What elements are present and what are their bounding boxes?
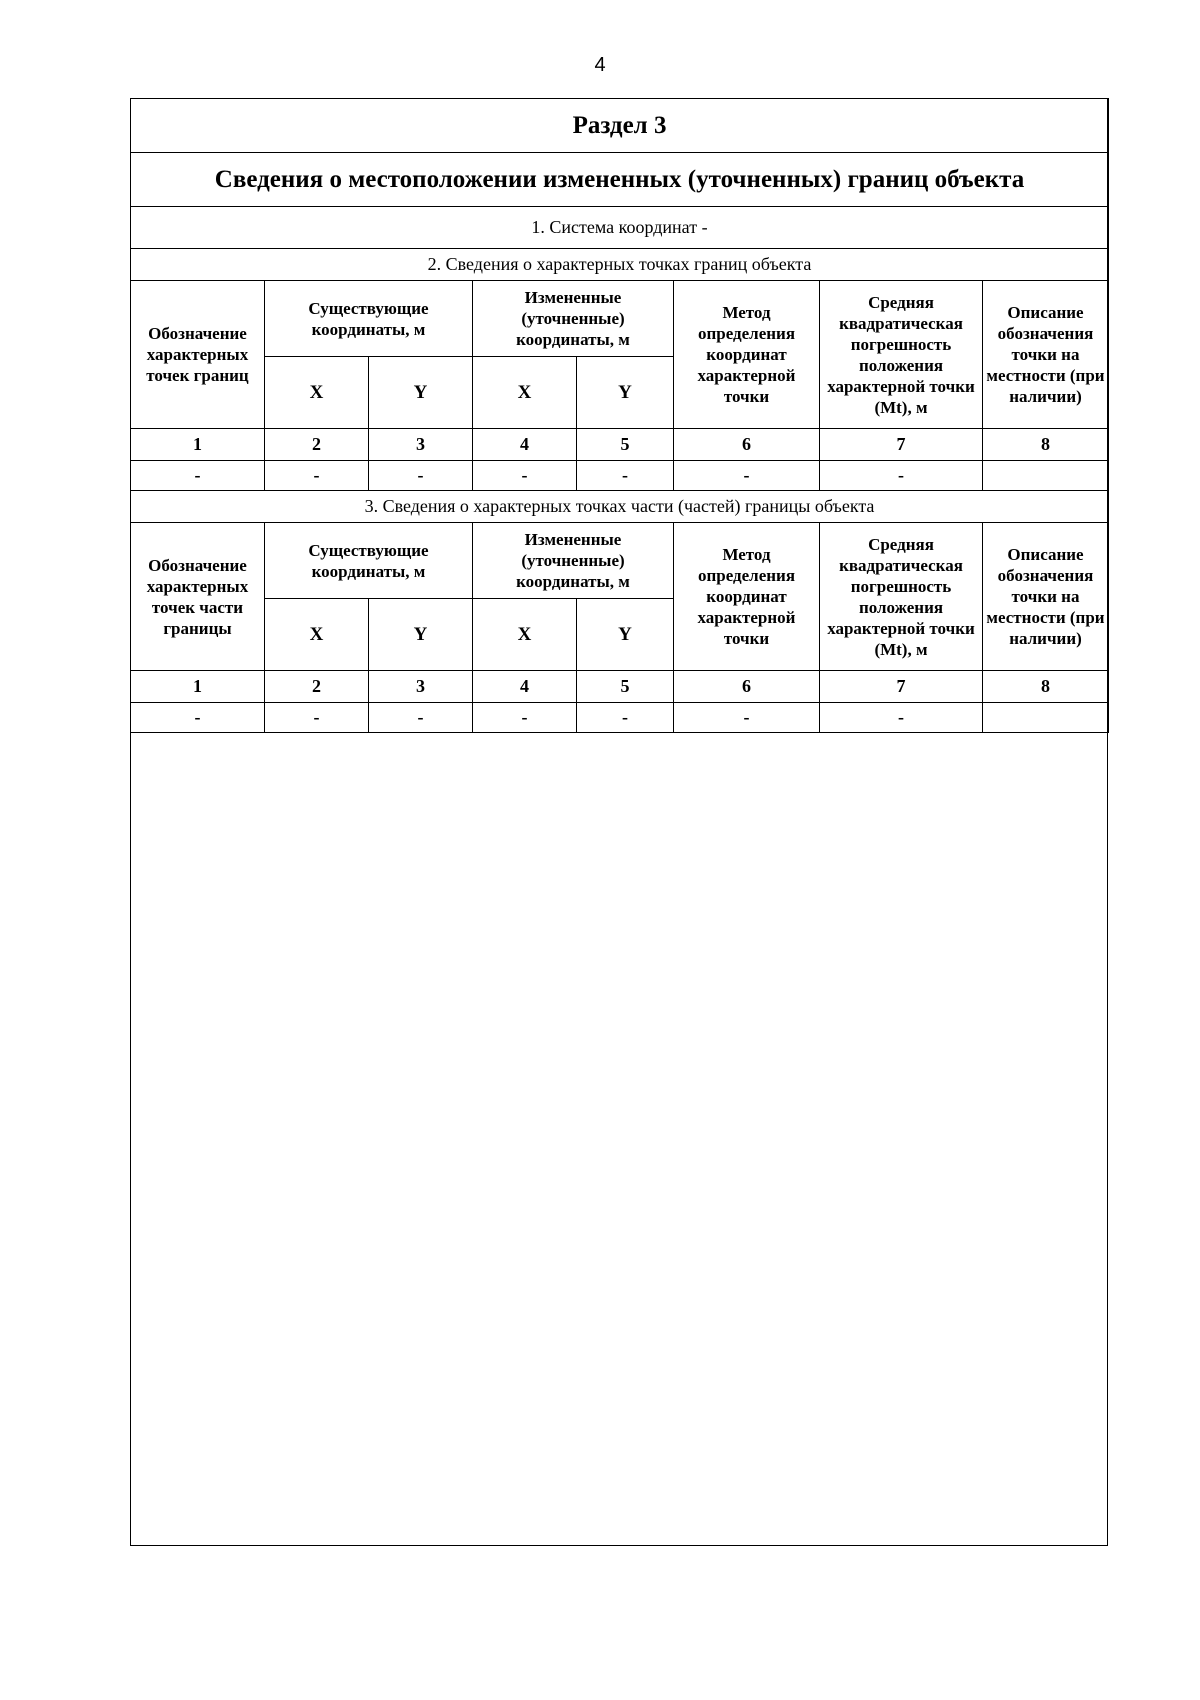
t1-cell: - xyxy=(265,461,369,491)
t1-header-changed-x: X xyxy=(473,357,577,429)
t1-cell: - xyxy=(473,461,577,491)
t2-cell: - xyxy=(820,703,983,733)
t2-colnum: 1 xyxy=(131,671,265,703)
t2-cell: - xyxy=(131,703,265,733)
t1-header-point-designation: Обозначение характерных точек границ xyxy=(131,281,265,429)
t1-header-changed-y: Y xyxy=(577,357,674,429)
coordinate-system: 1. Система координат - xyxy=(131,207,1109,249)
t2-header-point-designation: Обозначение характерных точек части границы xyxy=(131,523,265,671)
table1-caption: 2. Сведения о характерных точках границ объекта xyxy=(131,249,1109,281)
t1-header-error: Средняя квадратическая погрешность положения характерной точки (Mt), м xyxy=(820,281,983,429)
t1-header-existing-y: Y xyxy=(369,357,473,429)
t1-colnum: 5 xyxy=(577,429,674,461)
t2-colnum: 2 xyxy=(265,671,369,703)
t1-header-existing-coords: Существующие координаты, м xyxy=(265,281,473,357)
t2-colnum: 6 xyxy=(674,671,820,703)
t1-cell: - xyxy=(131,461,265,491)
t1-header-existing-x: X xyxy=(265,357,369,429)
t1-cell: - xyxy=(369,461,473,491)
t1-colnum: 7 xyxy=(820,429,983,461)
table2-caption: 3. Сведения о характерных точках части (частей) границы объекта xyxy=(131,491,1109,523)
t2-cell: - xyxy=(473,703,577,733)
t2-cell: - xyxy=(369,703,473,733)
t1-column-numbers xyxy=(131,429,1109,461)
t2-colnum: 4 xyxy=(473,671,577,703)
t1-header-method: Метод определения координат характерной точки xyxy=(674,281,820,429)
page-number: 4 xyxy=(594,54,606,76)
t2-colnum: 7 xyxy=(820,671,983,703)
t1-cell: - xyxy=(577,461,674,491)
t1-colnum: 2 xyxy=(265,429,369,461)
t1-colnum: 4 xyxy=(473,429,577,461)
t2-colnum: 5 xyxy=(577,671,674,703)
t1-colnum: 1 xyxy=(131,429,265,461)
section-subtitle: Сведения о местоположении измененных (уточненных) границ объекта xyxy=(131,153,1109,207)
t1-header-description: Описание обозначения точки на местности (при наличии) xyxy=(983,281,1109,429)
t2-header-existing-x: X xyxy=(265,599,369,671)
t2-cell: - xyxy=(265,703,369,733)
t2-cell: - xyxy=(674,703,820,733)
t1-table-row xyxy=(131,461,1109,491)
section-table xyxy=(130,98,1109,733)
t2-colnum: 8 xyxy=(983,671,1109,703)
t1-colnum: 3 xyxy=(369,429,473,461)
t2-header-existing-coords: Существующие координаты, м xyxy=(265,523,473,599)
t2-header-changed-coords: Измененные (уточненные) координаты, м xyxy=(473,523,674,599)
t1-colnum: 6 xyxy=(674,429,820,461)
t1-cell: - xyxy=(674,461,820,491)
t1-cell xyxy=(983,461,1109,491)
t2-header-description: Описание обозначения точки на местности (при наличии) xyxy=(983,523,1109,671)
t2-header-error: Средняя квадратическая погрешность положения характерной точки (Mt), м xyxy=(820,523,983,671)
t2-column-numbers xyxy=(131,671,1109,703)
t2-header-changed-x: X xyxy=(473,599,577,671)
t2-header-method: Метод определения координат характерной точки xyxy=(674,523,820,671)
t1-cell: - xyxy=(820,461,983,491)
t1-colnum: 8 xyxy=(983,429,1109,461)
t2-cell: - xyxy=(577,703,674,733)
t2-colnum: 3 xyxy=(369,671,473,703)
t2-header-existing-y: Y xyxy=(369,599,473,671)
t2-table-row xyxy=(131,703,1109,733)
t2-header-changed-y: Y xyxy=(577,599,674,671)
t2-cell xyxy=(983,703,1109,733)
t1-header-changed-coords: Измененные (уточненные) координаты, м xyxy=(473,281,674,357)
section-title: Раздел 3 xyxy=(131,99,1109,153)
